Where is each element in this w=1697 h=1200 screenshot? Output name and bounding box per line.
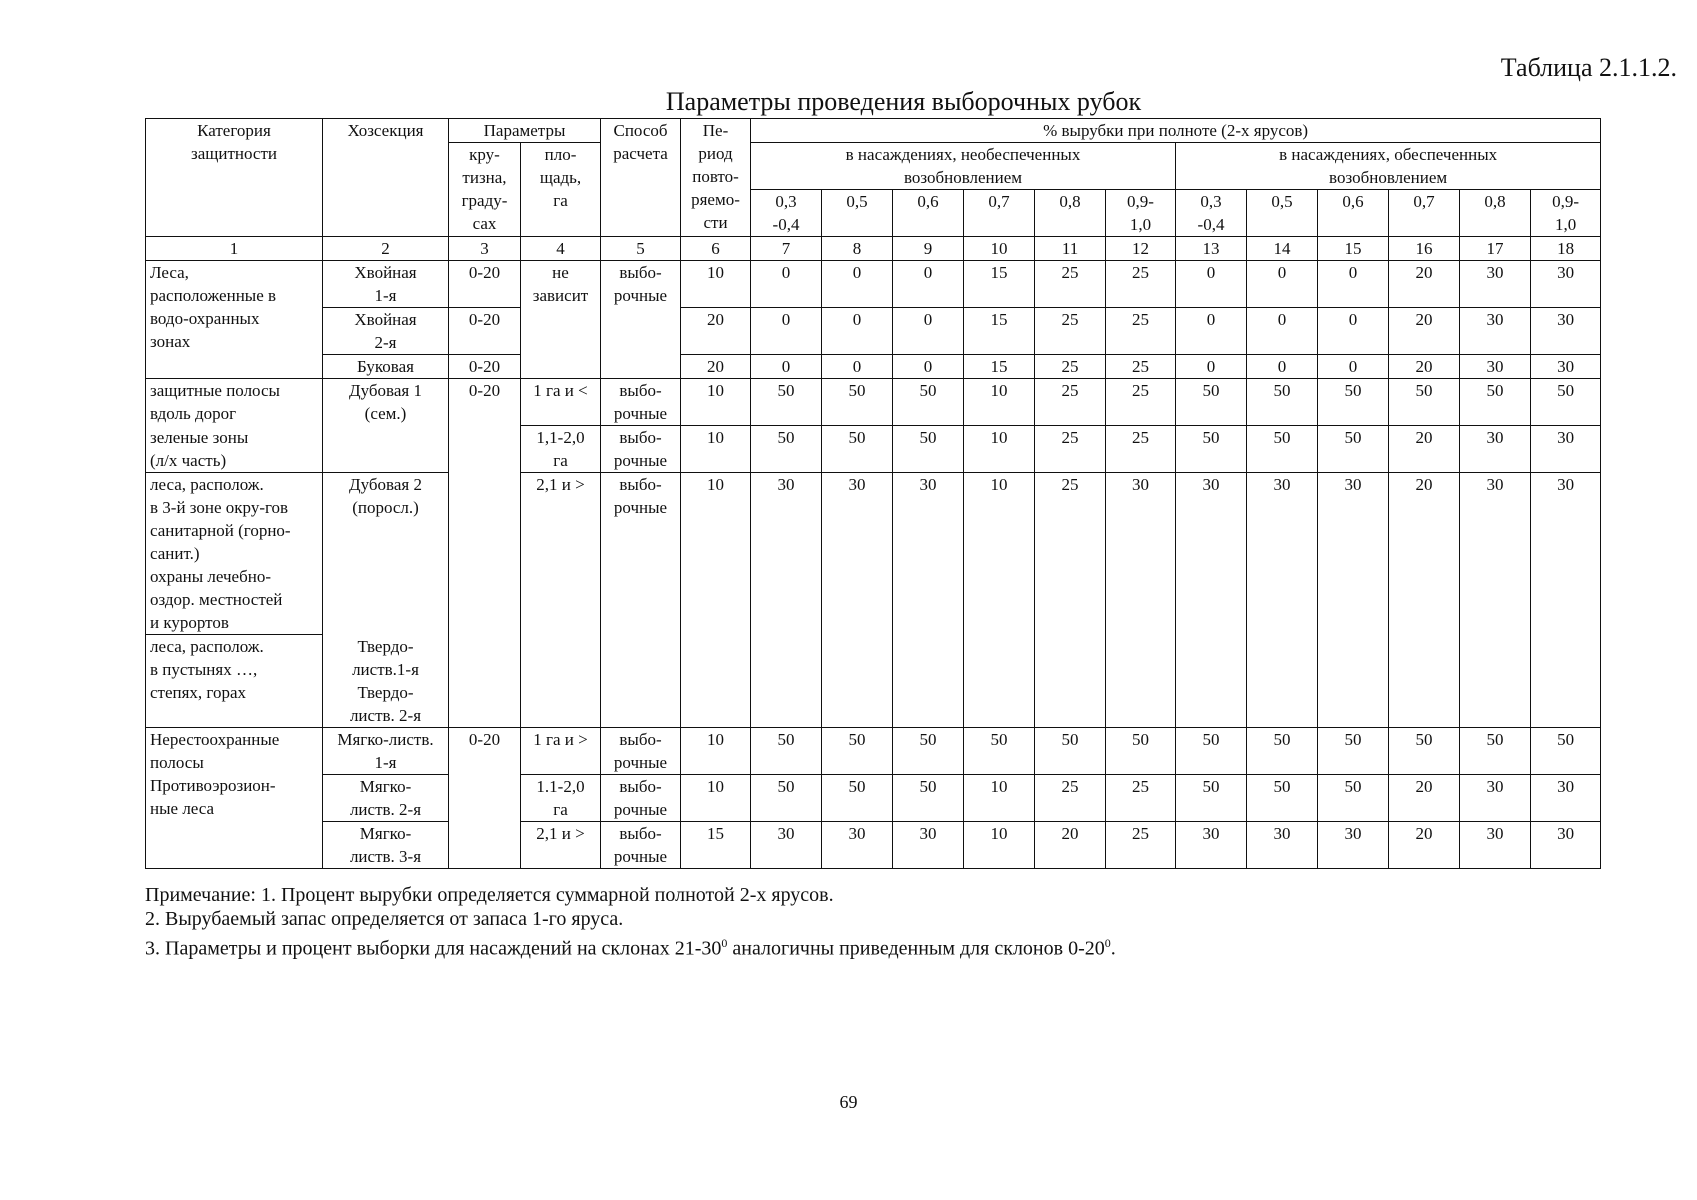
method-cell: выбо- рочные [601, 426, 681, 473]
period-cell: 15 [681, 822, 751, 869]
value-cell: 20 [1389, 355, 1460, 379]
period-cell: 20 [681, 308, 751, 355]
value-cell: 0 [751, 261, 822, 308]
steepness-cell: 0-20 [449, 355, 521, 379]
value-cell: 30 [1460, 308, 1531, 355]
value-cell: 0 [822, 261, 893, 308]
value-cell: 0 [1176, 308, 1247, 355]
steepness-cell: 0-20 [449, 308, 521, 355]
value-cell: 50 [1389, 379, 1460, 426]
value-cell: 50 [1318, 728, 1389, 775]
density-cell: 0,8 [1035, 190, 1106, 237]
category-resort-desert [146, 473, 323, 728]
value-cell: 50 [822, 379, 893, 426]
period-cell: 10 [681, 426, 751, 473]
value-cell: 30 [1318, 822, 1389, 869]
value-cell: 50 [1176, 775, 1247, 822]
value-cell: 20 [1389, 822, 1460, 869]
value-cell: 50 [1035, 728, 1106, 775]
note-line-2: 2. Вырубаемый запас определяется от запаса 1-го яруса. [145, 908, 624, 930]
value-cell: 30 [1460, 261, 1531, 308]
value-cell: 30 [893, 473, 964, 728]
density-cell: 0,9- 1,0 [1531, 190, 1601, 237]
period-cell: 10 [681, 728, 751, 775]
value-cell: 20 [1389, 261, 1460, 308]
area-cell: 2,1 и > [521, 822, 601, 869]
header-category: Категория защитности [146, 119, 323, 237]
value-cell: 25 [1106, 355, 1176, 379]
column-number: 18 [1531, 237, 1601, 261]
density-cell: 0,5 [1247, 190, 1318, 237]
note-line-3: 3. Параметры и процент выборки для насаждений на склонах $21-30^0$ аналогичны приведенным для склонов $0-20^0$. [145, 936, 1116, 960]
value-cell: 30 [1460, 822, 1531, 869]
value-cell: 50 [1247, 728, 1318, 775]
steepness-cell: 0-20 [449, 261, 521, 308]
density-cell: 0,3 -0,4 [751, 190, 822, 237]
value-cell: 30 [751, 822, 822, 869]
category-resort-zones: леса, располож. в 3-й зоне окру-гов санитарной (горно- санит.) охраны лечебно- оздор. местностей и курортов [146, 473, 322, 635]
table-title: Параметры проведения выборочных рубок [665, 87, 1142, 116]
value-cell: 25 [1106, 775, 1176, 822]
method-cell: выбо- рочные [601, 775, 681, 822]
area-cell: 1.1-2,0 га [521, 775, 601, 822]
value-cell: 0 [893, 261, 964, 308]
value-cell: 10 [964, 473, 1035, 728]
value-cell: 30 [1531, 308, 1601, 355]
value-cell: 50 [1389, 728, 1460, 775]
value-cell: 50 [751, 426, 822, 473]
column-number: 5 [601, 237, 681, 261]
value-cell: 25 [1035, 355, 1106, 379]
header-period: Пе- риод повто- ряемо- сти [681, 119, 751, 237]
value-cell: 10 [964, 775, 1035, 822]
value-cell: 50 [751, 379, 822, 426]
column-number: 2 [323, 237, 449, 261]
section-oak-2: Дубовая 2 (поросл.) [349, 475, 422, 517]
value-cell: 0 [751, 308, 822, 355]
method-cell: выбо- рочные [601, 473, 681, 728]
value-cell: 10 [964, 822, 1035, 869]
value-cell: 50 [964, 728, 1035, 775]
table-row [146, 355, 1601, 379]
value-cell: 50 [1318, 775, 1389, 822]
period-cell: 20 [681, 355, 751, 379]
density-cell: 0,3 -0,4 [1176, 190, 1247, 237]
category-water-protection: Леса, расположенные в водо-охранных зонах [146, 261, 323, 379]
value-cell: 30 [1176, 822, 1247, 869]
value-cell: 0 [1176, 355, 1247, 379]
value-cell: 25 [1035, 775, 1106, 822]
column-numbers-row [146, 237, 1601, 261]
section-cell: Хвойная 2-я [323, 308, 449, 355]
value-cell: 50 [1318, 426, 1389, 473]
value-cell: 30 [1318, 473, 1389, 728]
value-cell: 25 [1035, 261, 1106, 308]
column-number: 16 [1389, 237, 1460, 261]
value-cell: 30 [1531, 822, 1601, 869]
value-cell: 0 [1176, 261, 1247, 308]
value-cell: 0 [822, 308, 893, 355]
value-cell: 15 [964, 308, 1035, 355]
area-cell: 1 га и > [521, 728, 601, 775]
value-cell: 25 [1035, 308, 1106, 355]
header-provided: в насаждениях, обеспеченных возобновлением [1176, 143, 1601, 190]
value-cell: 30 [1531, 355, 1601, 379]
value-cell: 25 [1106, 379, 1176, 426]
section-hardwood: Твердо- листв.1-я Твердо- листв. 2-я [349, 637, 422, 725]
column-number: 10 [964, 237, 1035, 261]
value-cell: 30 [1531, 426, 1601, 473]
value-cell: 25 [1106, 261, 1176, 308]
method-cell: выбо- рочные [601, 728, 681, 775]
value-cell: 15 [964, 355, 1035, 379]
method-cell: выбо- рочные [601, 261, 681, 379]
value-cell: 0 [751, 355, 822, 379]
value-cell: 30 [1460, 775, 1531, 822]
method-cell: выбо- рочные [601, 379, 681, 426]
table-row [146, 308, 1601, 355]
value-cell: 30 [1176, 473, 1247, 728]
area-cell: 1,1-2,0 га [521, 426, 601, 473]
value-cell: 30 [1531, 775, 1601, 822]
value-cell: 30 [1247, 473, 1318, 728]
value-cell: 50 [822, 728, 893, 775]
category-desert-mountains: леса, располож. в пустынях …, степях, горах [150, 637, 264, 702]
value-cell: 50 [751, 775, 822, 822]
value-cell: 50 [1176, 426, 1247, 473]
table-row [146, 728, 1601, 775]
value-cell: 0 [822, 355, 893, 379]
category-green-zones: зеленые зоны (л/х часть) [146, 426, 323, 473]
density-cell: 0,6 [893, 190, 964, 237]
value-cell: 0 [893, 355, 964, 379]
value-cell: 0 [1247, 308, 1318, 355]
value-cell: 50 [893, 728, 964, 775]
table-row [146, 379, 1601, 426]
value-cell: 20 [1035, 822, 1106, 869]
table-row [146, 261, 1601, 308]
value-cell: 20 [1389, 426, 1460, 473]
density-cell: 0,7 [964, 190, 1035, 237]
table-row [146, 473, 1601, 728]
value-cell: 50 [822, 426, 893, 473]
area-cell: 1 га и < [521, 379, 601, 426]
value-cell: 50 [822, 775, 893, 822]
density-cell: 0,9- 1,0 [1106, 190, 1176, 237]
table-notes [145, 883, 1116, 961]
header-row-1 [146, 119, 1601, 143]
column-number: 8 [822, 237, 893, 261]
value-cell: 0 [893, 308, 964, 355]
value-cell: 30 [1531, 473, 1601, 728]
cutting-parameters-table [145, 118, 1601, 869]
column-number: 4 [521, 237, 601, 261]
value-cell: 30 [1106, 473, 1176, 728]
value-cell: 30 [1460, 473, 1531, 728]
value-cell: 20 [1389, 308, 1460, 355]
header-unprovided: в насаждениях, необеспеченных возобновлением [751, 143, 1176, 190]
section-cell: Мягко- листв. 2-я [323, 775, 449, 822]
value-cell: 50 [893, 775, 964, 822]
section-cell: Хвойная 1-я [323, 261, 449, 308]
value-cell: 25 [1035, 426, 1106, 473]
value-cell: 50 [1318, 379, 1389, 426]
value-cell: 25 [1106, 426, 1176, 473]
value-cell: 0 [1247, 355, 1318, 379]
value-cell: 20 [1389, 473, 1460, 728]
value-cell: 50 [1247, 379, 1318, 426]
area-cell: 2,1 и > [521, 473, 601, 728]
value-cell: 10 [964, 426, 1035, 473]
header-method: Способ расчета [601, 119, 681, 237]
value-cell: 0 [1318, 308, 1389, 355]
column-number: 11 [1035, 237, 1106, 261]
density-cell: 0,6 [1318, 190, 1389, 237]
value-cell: 0 [1318, 355, 1389, 379]
steepness-cell: 0-20 [449, 728, 521, 869]
period-cell: 10 [681, 261, 751, 308]
value-cell: 15 [964, 261, 1035, 308]
value-cell: 50 [1176, 728, 1247, 775]
column-number: 15 [1318, 237, 1389, 261]
page-number: 69 [839, 1092, 858, 1112]
value-cell: 50 [1176, 379, 1247, 426]
steepness-cell: 0-20 [449, 379, 521, 728]
value-cell: 50 [1531, 728, 1601, 775]
header-steepness: кру- тизна, граду- сах [449, 143, 521, 237]
column-number: 1 [146, 237, 323, 261]
column-number: 7 [751, 237, 822, 261]
value-cell: 25 [1106, 308, 1176, 355]
table-row [146, 775, 1601, 822]
value-cell: 50 [751, 728, 822, 775]
column-number: 6 [681, 237, 751, 261]
value-cell: 50 [893, 426, 964, 473]
value-cell: 0 [1247, 261, 1318, 308]
period-cell: 10 [681, 775, 751, 822]
value-cell: 30 [822, 473, 893, 728]
method-cell: выбо- рочные [601, 822, 681, 869]
column-number: 9 [893, 237, 964, 261]
value-cell: 25 [1035, 379, 1106, 426]
header-params: Параметры [449, 119, 601, 143]
period-cell: 10 [681, 379, 751, 426]
value-cell: 30 [822, 822, 893, 869]
value-cell: 30 [1247, 822, 1318, 869]
density-cell: 0,8 [1460, 190, 1531, 237]
density-cell: 0,7 [1389, 190, 1460, 237]
column-number: 14 [1247, 237, 1318, 261]
value-cell: 50 [1247, 426, 1318, 473]
table-number: Таблица 2.1.1.2. [1500, 53, 1677, 82]
column-number: 17 [1460, 237, 1531, 261]
value-cell: 30 [1460, 355, 1531, 379]
value-cell: 50 [893, 379, 964, 426]
section-cell: Мягко- листв. 3-я [323, 822, 449, 869]
section-cell: Мягко-листв. 1-я [323, 728, 449, 775]
column-number: 3 [449, 237, 521, 261]
value-cell: 0 [1318, 261, 1389, 308]
category-road-strips: защитные полосы вдоль дорог [146, 379, 323, 426]
header-percent: % вырубки при полноте (2-х ярусов) [751, 119, 1601, 143]
section-cell [323, 473, 449, 728]
value-cell: 50 [1531, 379, 1601, 426]
value-cell: 50 [1460, 379, 1531, 426]
value-cell: 30 [893, 822, 964, 869]
value-cell: 20 [1389, 775, 1460, 822]
column-number: 12 [1106, 237, 1176, 261]
value-cell: 50 [1247, 775, 1318, 822]
header-section: Хозсекция [323, 119, 449, 237]
note-line-1: Примечание: 1. Процент вырубки определяется суммарной полнотой 2-х ярусов. [145, 884, 834, 906]
density-cell: 0,5 [822, 190, 893, 237]
section-cell: Буковая [323, 355, 449, 379]
period-cell: 10 [681, 473, 751, 728]
section-cell: Дубовая 1 (сем.) [323, 379, 449, 473]
column-number: 13 [1176, 237, 1247, 261]
header-area: пло- щадь, га [521, 143, 601, 237]
table-row [146, 822, 1601, 869]
category-spawning-erosion: Нерестоохранные полосы Противоэрозион- ные леса [146, 728, 323, 869]
value-cell: 50 [1106, 728, 1176, 775]
value-cell: 30 [1531, 261, 1601, 308]
value-cell: 25 [1106, 822, 1176, 869]
value-cell: 50 [1460, 728, 1531, 775]
value-cell: 30 [751, 473, 822, 728]
value-cell: 10 [964, 379, 1035, 426]
value-cell: 25 [1035, 473, 1106, 728]
value-cell: 30 [1460, 426, 1531, 473]
area-cell: не зависит [521, 261, 601, 379]
